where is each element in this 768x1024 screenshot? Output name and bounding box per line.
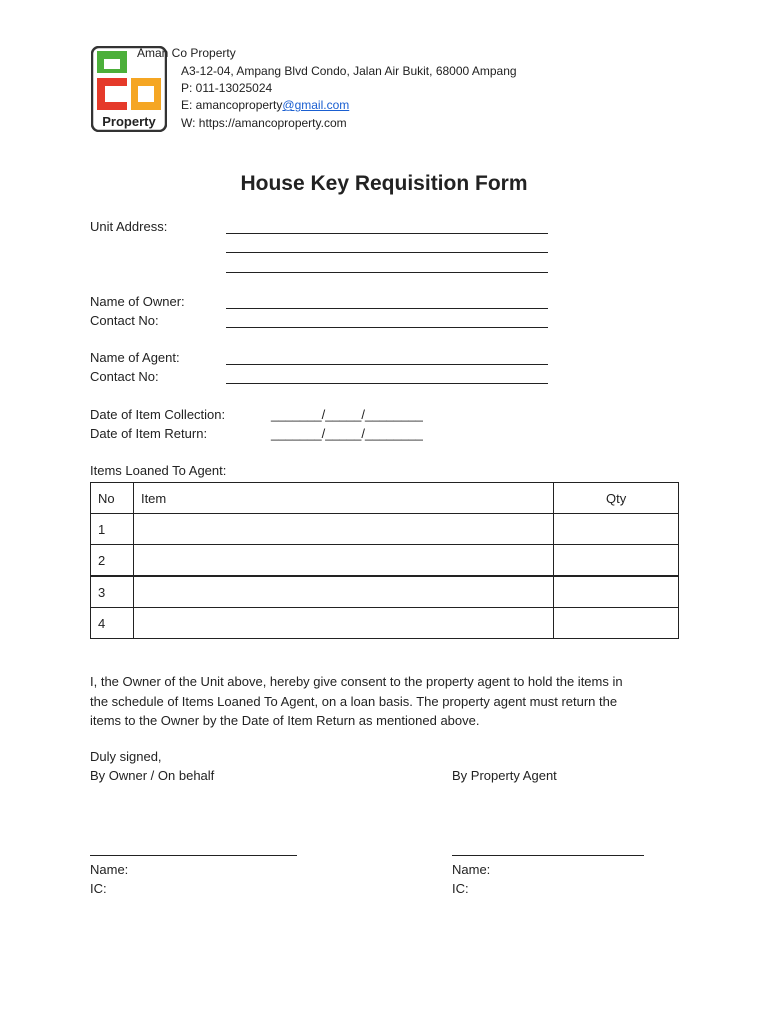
company-website: W: https://amancoproperty.com — [181, 116, 347, 130]
owner-name-label: Name of Owner: — [90, 294, 185, 309]
row-qty-cell[interactable] — [554, 576, 679, 608]
owner-signature-label: By Owner / On behalf — [90, 768, 215, 783]
agent-ic-field-label: IC: — [452, 881, 469, 896]
agent-signature-line[interactable] — [452, 855, 644, 856]
collection-date-label: Date of Item Collection: — [90, 407, 226, 422]
agent-signature-label: By Property Agent — [452, 768, 557, 783]
row-no: 2 — [91, 545, 134, 577]
return-date-label: Date of Item Return: — [90, 426, 208, 441]
company-email — [181, 98, 349, 113]
consent-line-1: I, the Owner of the Unit above, hereby give consent to the property agent to hold the items in — [90, 674, 623, 689]
row-item-cell[interactable] — [133, 608, 553, 639]
row-no: 1 — [91, 514, 134, 545]
agent-name-label: Name of Agent: — [90, 350, 180, 365]
owner-contact-label: Contact No: — [90, 313, 159, 328]
unit-address-line-1[interactable] — [226, 233, 548, 234]
items-caption: Items Loaned To Agent: — [90, 463, 227, 478]
company-phone: P: 011-13025024 — [181, 81, 273, 95]
page-title: House Key Requisition Form — [240, 172, 528, 195]
row-item-cell[interactable] — [133, 514, 553, 545]
owner-name-line[interactable] — [226, 308, 548, 309]
header-qty: Qty — [554, 483, 679, 514]
agent-name-line[interactable] — [226, 364, 548, 365]
row-no: 4 — [91, 608, 134, 639]
row-item-cell[interactable] — [133, 576, 553, 608]
row-qty-cell[interactable] — [554, 608, 679, 639]
logo-text: Property — [102, 114, 156, 129]
owner-ic-field-label: IC: — [90, 881, 107, 896]
agent-contact-line[interactable] — [226, 383, 548, 384]
collection-date-field[interactable]: _______/_____/________ — [271, 407, 423, 422]
items-table — [90, 482, 679, 639]
consent-line-3: items to the Owner by the Date of Item Return as mentioned above. — [90, 713, 480, 728]
header-no: No — [91, 483, 134, 514]
consent-line-2: the schedule of Items Loaned To Agent, on a loan basis. The property agent must return the — [90, 694, 618, 709]
row-qty-cell[interactable] — [554, 514, 679, 545]
owner-contact-line[interactable] — [226, 327, 548, 328]
header-item: Item — [133, 483, 553, 514]
table-row — [91, 545, 679, 577]
row-item-cell[interactable] — [133, 545, 553, 577]
row-no: 3 — [91, 576, 134, 608]
email-link[interactable]: @gmail.com — [282, 98, 350, 112]
owner-signature-line[interactable] — [90, 855, 297, 856]
email-prefix: E: amancoproperty — [181, 98, 283, 112]
table-row — [91, 514, 679, 545]
unit-address-label: Unit Address: — [90, 219, 168, 234]
unit-address-line-3[interactable] — [226, 272, 548, 273]
unit-address-line-2[interactable] — [226, 252, 548, 253]
table-row — [91, 576, 679, 608]
agent-contact-label: Contact No: — [90, 369, 159, 384]
row-qty-cell[interactable] — [554, 545, 679, 577]
return-date-field[interactable]: _______/_____/________ — [271, 426, 423, 441]
owner-name-field-label: Name: — [90, 862, 129, 877]
company-address: A3-12-04, Ampang Blvd Condo, Jalan Air Bukit, 68000 Ampang — [181, 64, 517, 78]
duly-signed-text: Duly signed, — [90, 749, 162, 764]
table-header-row — [91, 483, 679, 514]
table-row — [91, 608, 679, 639]
agent-name-field-label: Name: — [452, 862, 491, 877]
company-name: Aman Co Property — [137, 46, 236, 60]
